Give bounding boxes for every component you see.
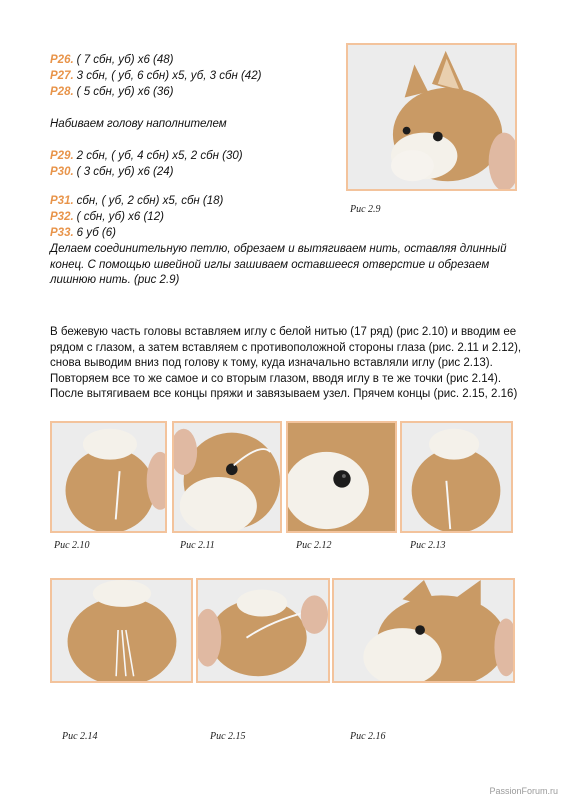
caption-fig-2-14: Рис 2.14 — [62, 731, 98, 742]
round-number: Р29. — [50, 150, 74, 162]
round-row — [50, 225, 223, 241]
round-number: Р26. — [50, 54, 74, 66]
caption-fig-2-9: Рис 2.9 — [350, 204, 381, 215]
round-number: Р30. — [50, 166, 74, 178]
eyes-paragraph: В бежевую часть головы вставляем иглу с белой нитью (17 ряд) (рис 2.10) и вводим ее рядом с глазом, а затем вставляем с противоположной стороны глаза (рис. 2.11 и 2.12), снова выводим вниз под голову к тому, куда изначально вставляли иглу (рис 2.13). Повторяем все то же самое и со вторым глазом, вводя иглу в те же точки (рис 2.14). После вытягиваем все концы пряжи и завязываем узел. Прячем концы (рис. 2.15, 2.16) — [50, 326, 522, 400]
photo-fig-2-10 — [50, 421, 167, 533]
round-number: Р33. — [50, 227, 74, 239]
round-row — [50, 68, 261, 84]
round-instructions-bottom — [50, 193, 223, 241]
round-text: ( 3 сбн, уб) х6 (24) — [76, 166, 174, 178]
watermark: PassionForum.ru — [489, 786, 558, 796]
round-text: ( 7 сбн, уб) х6 (48) — [76, 54, 174, 66]
round-row — [50, 148, 261, 164]
caption-fig-2-12: Рис 2.12 — [296, 540, 332, 551]
photo-fig-2-9 — [346, 43, 517, 191]
round-text: 2 сбн, ( уб, 4 сбн) х5, 2 сбн (30) — [76, 150, 243, 162]
round-text: ( сбн, уб) х6 (12) — [76, 211, 164, 223]
caption-fig-2-15: Рис 2.15 — [210, 731, 246, 742]
caption-fig-2-13: Рис 2.13 — [410, 540, 446, 551]
photo-fig-2-16 — [332, 578, 515, 683]
spacer — [50, 100, 261, 116]
spacer — [50, 132, 261, 148]
round-number: Р32. — [50, 211, 74, 223]
caption-fig-2-10: Рис 2.10 — [54, 540, 90, 551]
round-text: сбн, ( уб, 2 сбн) х5, сбн (18) — [76, 195, 224, 207]
photo-fig-2-11 — [172, 421, 282, 533]
photo-fig-2-12 — [286, 421, 397, 533]
round-number: Р31. — [50, 195, 74, 207]
round-row — [50, 52, 261, 68]
photo-fig-2-14 — [50, 578, 193, 683]
round-row — [50, 209, 223, 225]
round-text: 6 уб (6) — [76, 227, 116, 239]
round-instructions-top — [50, 52, 261, 180]
photo-fig-2-13 — [400, 421, 513, 533]
round-text: 3 сбн, ( уб, 6 сбн) х5, уб, 3 сбн (42) — [76, 70, 262, 82]
photo-fig-2-15 — [196, 578, 330, 683]
round-number: Р28. — [50, 86, 74, 98]
caption-fig-2-16: Рис 2.16 — [350, 731, 386, 742]
round-row — [50, 193, 223, 209]
round-row — [50, 164, 261, 180]
caption-fig-2-11: Рис 2.11 — [180, 540, 215, 551]
round-number: Р27. — [50, 70, 74, 82]
round-text: ( 5 сбн, уб) х6 (36) — [76, 86, 174, 98]
stuffing-note: Набиваем голову наполнителем — [50, 118, 227, 130]
round-row — [50, 84, 261, 100]
closing-paragraph: Делаем соединительную петлю, обрезаем и вытягиваем нить, оставляя длинный конец. С помощью швейной иглы зашиваем оставшееся отверстие и обрезаем лишнюю нить. (рис 2.9) — [50, 243, 507, 286]
